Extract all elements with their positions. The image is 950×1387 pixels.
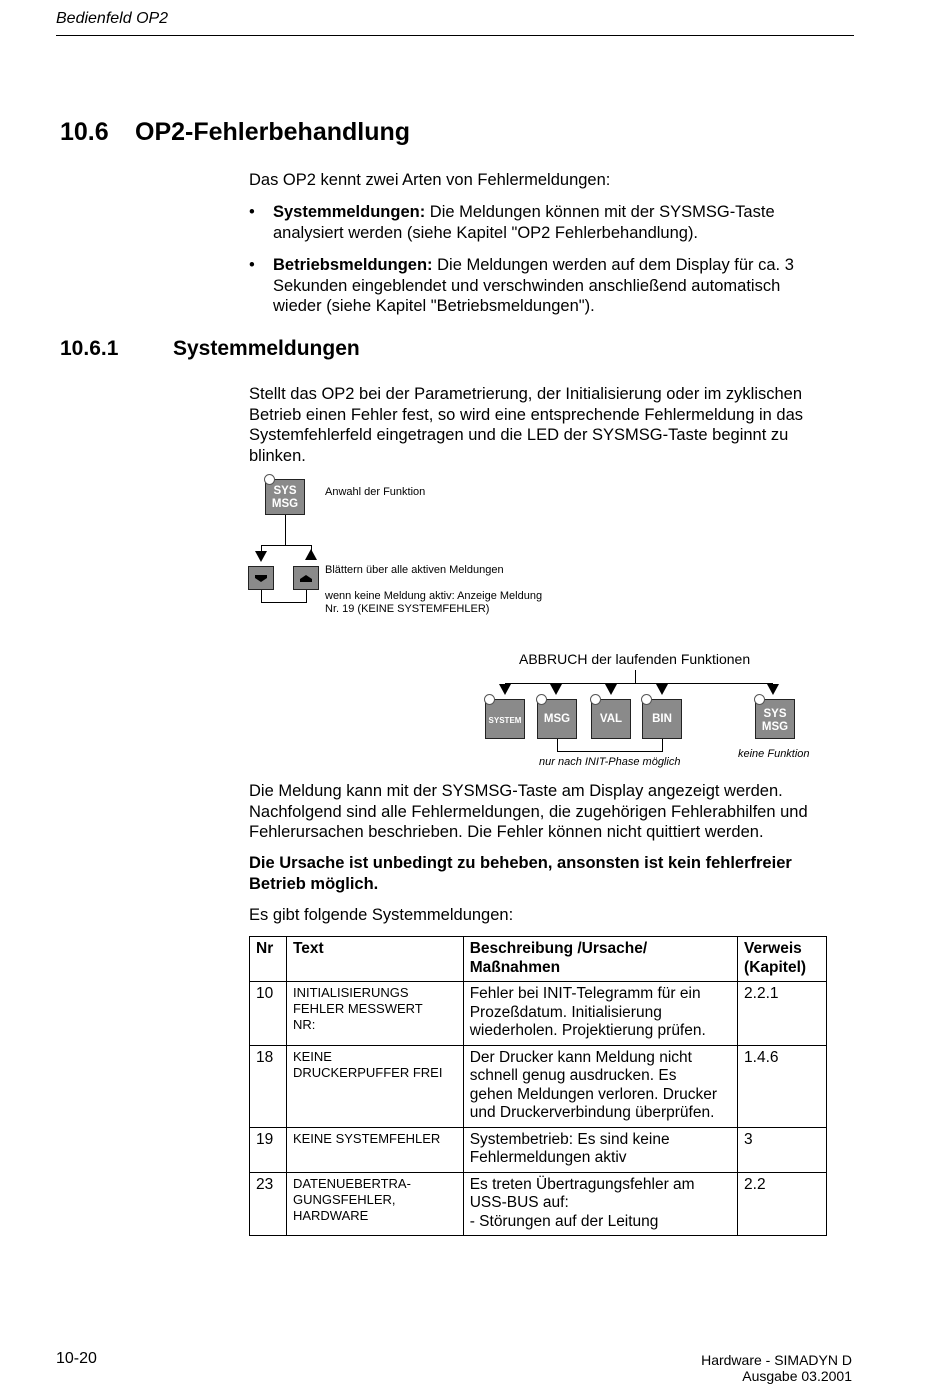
page-down-key[interactable] xyxy=(248,566,274,590)
footer-info xyxy=(701,1352,852,1384)
cell-line: Fehlermeldungen aktiv xyxy=(469,1149,627,1166)
subsection-title: Systemmeldungen xyxy=(173,337,360,360)
label-line: wenn keine Meldung aktiv: Anzeige Meldung xyxy=(325,590,543,602)
header-reference xyxy=(738,937,827,982)
key-label: MSG xyxy=(543,713,571,725)
led-icon xyxy=(590,694,601,705)
section-heading xyxy=(60,118,410,147)
cell-line: DRUCKERPUFFER FREI xyxy=(292,1064,443,1080)
paragraph-line: Fehlerursachen beschrieben. Die Fehler können nicht quittiert werden. xyxy=(249,823,764,841)
cell-line: GUNGSFEHLER, xyxy=(292,1191,396,1207)
cell-line: Fehler bei INIT-Telegramm für ein xyxy=(469,985,701,1002)
led-icon xyxy=(484,694,495,705)
cell-line: und Druckerverbindung überprüfen. xyxy=(469,1104,715,1121)
page-down-icon xyxy=(249,567,273,589)
cell-line: HARDWARE xyxy=(292,1207,369,1223)
page-up-icon xyxy=(294,567,318,589)
connector-line xyxy=(635,670,636,684)
cell-line: Prozeßdatum. Initialisierung xyxy=(469,1003,662,1021)
header-rule xyxy=(56,35,854,36)
arrow-down-icon xyxy=(767,684,779,695)
cell-reference: 1.4.6 xyxy=(738,1045,827,1127)
table-header-row xyxy=(250,937,827,982)
paragraph-line: Betrieb einen Fehler fest, so wird eine entsprechende Fehlermeldung in das xyxy=(249,405,803,424)
warning-line: Betrieb möglich. xyxy=(249,874,379,893)
connector-line xyxy=(261,602,307,603)
footer-edition: Ausgabe 03.2001 xyxy=(742,1368,852,1384)
table-row xyxy=(250,982,827,1046)
paragraph-line: Systemfehlerfeld eingetragen und die LED der SYSMSG-Taste beginnt zu xyxy=(249,426,789,444)
connector-line xyxy=(505,683,773,684)
warning-line: Die Ursache ist unbedingt zu beheben, ansonsten ist kein fehlerfreier xyxy=(249,854,792,872)
sysmsg-key[interactable] xyxy=(265,479,305,515)
intro-text: Das OP2 kennt zwei Arten von Fehlermeldungen: xyxy=(249,171,611,189)
cell-line: USS-BUS auf: xyxy=(469,1194,569,1211)
header-line: Verweis xyxy=(744,940,802,957)
arrow-down-icon xyxy=(499,684,511,695)
page-up-key[interactable] xyxy=(293,566,319,590)
bullet-term: Betriebsmeldungen: xyxy=(273,256,433,274)
paragraph-line: Die Meldung kann mit der SYSMSG-Taste am Display angezeigt werden. xyxy=(249,782,783,800)
running-header: Bedienfeld OP2 xyxy=(56,10,169,27)
bullet-dot: • xyxy=(249,203,255,221)
label-browse-messages: Blättern über alle aktiven Meldungen xyxy=(325,564,504,576)
table-row xyxy=(250,1045,827,1127)
paragraph-display xyxy=(249,781,808,843)
cell-line: INITIALISIERUNGS xyxy=(292,985,409,1000)
cell-reference: 3 xyxy=(738,1127,827,1172)
system-key[interactable] xyxy=(485,699,525,739)
bullet-term: Systemmeldungen: xyxy=(273,203,426,221)
arrow-down-icon xyxy=(656,684,668,695)
paragraph-system-messages xyxy=(249,384,803,466)
table-row xyxy=(250,1172,827,1236)
cell-nr: 10 xyxy=(250,982,287,1046)
cell-description xyxy=(463,982,737,1046)
key-label: SYS xyxy=(273,485,297,497)
cell-line: Der Drucker kann Meldung nicht xyxy=(469,1048,692,1066)
cell-reference: 2.2 xyxy=(738,1172,827,1236)
header-description xyxy=(463,937,737,982)
label-select-function: Anwahl der Funktion xyxy=(325,486,426,498)
cell-reference: 2.2.1 xyxy=(738,982,827,1046)
arrow-down-icon xyxy=(255,551,267,562)
connector-line xyxy=(261,545,311,546)
system-messages-table xyxy=(249,936,827,1236)
label-no-message xyxy=(325,590,542,616)
table-intro: Es gibt folgende Systemmeldungen: xyxy=(249,906,514,924)
section-title: OP2-Fehlerbehandlung xyxy=(135,118,411,146)
cell-nr: 18 xyxy=(250,1045,287,1127)
paragraph-line: blinken. xyxy=(249,446,306,465)
cell-description xyxy=(463,1172,737,1236)
key-label: VAL xyxy=(599,713,623,725)
arrow-down-icon xyxy=(605,684,617,695)
label-abort: ABBRUCH der laufenden Funktionen xyxy=(519,651,751,667)
bin-key[interactable] xyxy=(642,699,682,739)
table-row xyxy=(250,1127,827,1172)
header-text: Text xyxy=(286,937,463,982)
header-nr: Nr xyxy=(250,937,287,982)
cell-line: DATENUEBERTRA- xyxy=(292,1175,411,1191)
sysmsg-key-2[interactable] xyxy=(755,699,795,739)
cell-line: - Störungen auf der Leitung xyxy=(469,1212,659,1230)
key-label: MSG xyxy=(761,721,789,733)
cell-text xyxy=(286,982,463,1046)
val-key[interactable] xyxy=(591,699,631,739)
key-label: MSG xyxy=(271,498,299,510)
paragraph-line: Stellt das OP2 bei der Parametrierung, der Initialisierung oder im zyklischen xyxy=(249,385,803,403)
paragraph-line: Nachfolgend sind alle Fehlermeldungen, die zugehörigen Fehlerabhilfen und xyxy=(249,802,808,821)
cell-text xyxy=(286,1127,463,1172)
cell-line: KEINE xyxy=(292,1048,332,1064)
label-line: Nr. 19 (KEINE SYSTEMFEHLER) xyxy=(325,603,490,615)
section-number: 10.6 xyxy=(60,118,109,146)
connector-line xyxy=(285,515,286,546)
led-icon xyxy=(264,474,275,485)
warning-text xyxy=(249,853,792,894)
label-init-phase: nur nach INIT-Phase möglich xyxy=(539,756,681,768)
key-label: BIN xyxy=(652,713,672,725)
cell-line: wiederholen. Projektierung prüfen. xyxy=(469,1022,706,1039)
subsection-heading xyxy=(60,337,360,361)
connector-line xyxy=(557,751,663,752)
cell-description xyxy=(463,1045,737,1127)
arrow-up-icon xyxy=(305,549,317,560)
cell-nr: 23 xyxy=(250,1172,287,1236)
key-label: SYS xyxy=(763,708,787,720)
footer-product: Hardware - SIMADYN D xyxy=(701,1352,852,1368)
led-icon xyxy=(641,694,652,705)
cell-line: NR: xyxy=(292,1017,316,1032)
msg-key[interactable] xyxy=(537,699,577,739)
cell-line: gehen Meldungen verloren. Drucker xyxy=(469,1085,717,1103)
led-icon xyxy=(754,694,765,705)
bullet-text: Die Meldungen werden auf dem Display für ca. 3 xyxy=(432,256,794,274)
arrow-down-icon xyxy=(550,684,562,695)
cell-line: Es treten Übertragungsfehler am xyxy=(469,1175,695,1193)
cell-text xyxy=(286,1172,463,1236)
cell-nr: 19 xyxy=(250,1127,287,1172)
bullet-text: Die Meldungen können mit der SYSMSG-Taste xyxy=(425,203,775,221)
led-icon xyxy=(536,694,547,705)
cell-line: schnell genug ausdrucken. Es xyxy=(469,1067,677,1084)
cell-line: KEINE SYSTEMFEHLER xyxy=(292,1130,441,1146)
cell-line: FEHLER MESSWERT xyxy=(292,1001,423,1016)
key-label: SYSTEM xyxy=(488,716,522,725)
bullet-text: wieder (siehe Kapitel "Betriebsmeldungen"). xyxy=(273,297,595,315)
label-no-function: keine Funktion xyxy=(738,748,810,760)
header-line: (Kapitel) xyxy=(744,958,807,976)
bullet-dot: • xyxy=(249,256,255,274)
header-line: Maßnahmen xyxy=(469,958,561,976)
header-line: Beschreibung /Ursache/ xyxy=(469,940,648,957)
bullet-text: analysiert werden (siehe Kapitel "OP2 Fehlerbehandlung). xyxy=(273,223,699,242)
cell-line: Systembetrieb: Es sind keine xyxy=(469,1130,670,1148)
cell-text xyxy=(286,1045,463,1127)
subsection-number: 10.6.1 xyxy=(60,337,119,360)
bullet-text: Sekunden eingeblendet und verschwinden anschließend automatisch xyxy=(273,276,781,295)
cell-description xyxy=(463,1127,737,1172)
page-number: 10-20 xyxy=(56,1350,97,1367)
